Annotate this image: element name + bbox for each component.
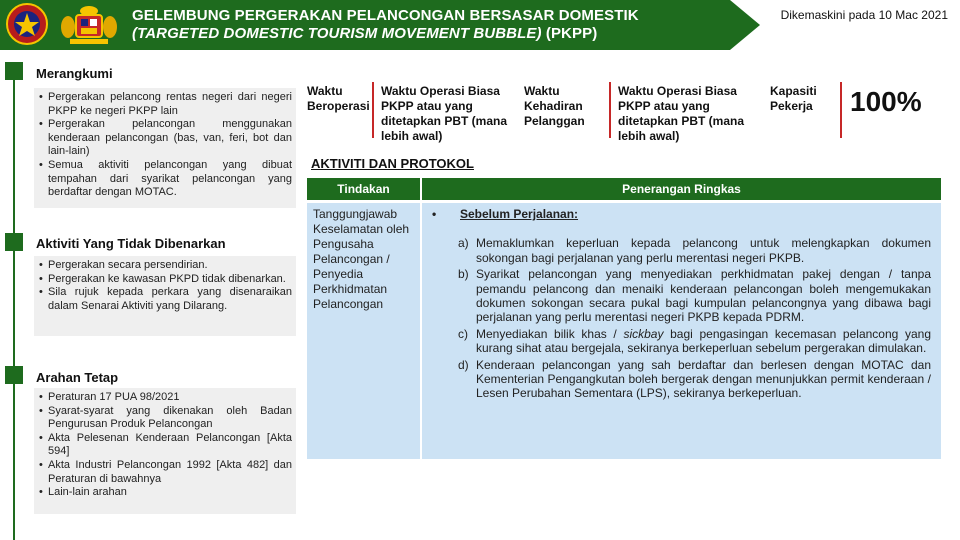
table-header-description: Penerangan Ringkas [422,178,941,200]
directive-item: • Syarat-syarat yang dikenakan oleh Badan Pengurusan Produk Pelancongan [38,405,292,432]
step-text: Syarikat pelancongan yang menyediakan perkhidmatan pakej dengan / tanpa pemandu pelancong dan menaiki kenderaan pelancongan boleh mengemukakan dokumen sokongan secara pukal bagi kumpulan pelancongnya yang dibawa bagi perjalanan yang perlu merentasi negeri PKPB kepada PDRM. [476,267,931,325]
prohibited-title: Aktiviti Yang Tidak Dibenarkan [36,236,226,251]
step-item [430,267,933,325]
directives-box [34,388,296,514]
step-item [430,358,933,401]
summary-title: Merangkumi [36,66,113,81]
table-header-action: Tindakan [307,178,420,200]
update-date: Dikemaskini pada 10 Mac 2021 [780,8,948,22]
directive-item: • Akta Pelesenan Kenderaan Pelancongan [Akta 594] [38,432,292,459]
title-line-2 [132,25,639,43]
step-letter: a) [458,236,469,251]
title-line-1: GELEMBUNG PERGERAKAN PELANCONGAN BERSASAR DOMESTIK [132,7,639,24]
summary-item: • Pergerakan pelancongan menggunakan kenderaan pelancongan (bas, van, feri, bot dan lain-lain) [38,118,292,159]
step-item [430,327,933,356]
police-crest-logo [6,3,48,45]
step-text: Memaklumkan keperluan kepada pelancong untuk melengkapkan dokumen sokongan bagi perjalanan yang perlu merentasi negeri PKPB. [476,236,931,265]
capacity-value: 100% [850,86,922,117]
info-separator [609,82,611,138]
malaysia-coat-of-arms-logo [58,3,100,45]
description-cell [422,203,941,459]
summary-box [34,88,296,208]
prohibited-item: • Pergerakan ke kawasan PKPD tidak dibenarkan. [38,273,292,287]
section-marker-directives [5,366,23,384]
step-text-before: Menyediakan bilik khas / [476,326,624,341]
step-text-after: bagi pengasingan kecemasan pelancong yang kurang sihat atau bergejala, sekiranya berkeperluan sebelum pergerakan dimulakan. [476,326,932,356]
timeline-rail [13,66,15,540]
page-title [132,7,639,43]
info-customer-hours-value: Waktu Operasi Biasa PKPP atau yang ditetapkan PBT (mana lebih awal) [618,84,745,143]
title-line-2-tail: (PKPP) [541,25,598,42]
info-separator [840,82,842,138]
info-capacity-label: Kapasiti Pekerja [770,84,817,113]
action-cell: Tanggungjawab Keselamatan oleh Pengusaha Pelancongan / Penyedia Perkhidmatan Pelancongan [307,203,420,459]
pre-travel-title: Sebelum Perjalanan: [460,207,579,221]
prohibited-item: • Pergerakan secara persendirian. [38,259,292,273]
directive-item: • Akta Industri Pelancongan 1992 [Akta 482] dan Peraturan di bawahnya [38,459,292,486]
step-item [430,236,933,265]
step-text: Kenderaan pelancongan yang sah berdaftar dan berlesen dengan MOTAC dan Kementerian Pengangkutan boleh bergerak dengan menunjukkan permit kenderaan / Lesen Perubahan Sementara (LPS), sekiranya berkeperluan. [476,357,931,401]
summary-item: • Pergerakan pelancong rentas negeri dari negeri PKPP ke negeri PKPP lain [38,91,292,118]
activity-heading: AKTIVITI DAN PROTOKOL [311,156,474,171]
title-line-2-italic: (TARGETED DOMESTIC TOURISM MOVEMENT BUBBLE) [132,25,542,42]
bullet-icon: • [432,207,437,221]
step-text [476,327,931,355]
summary-item: • Semua aktiviti pelancongan yang dibuat tempahan dari syarikat pelancongan yang berdaftar dengan MOTAC. [38,159,292,200]
info-operating-hours-value: Waktu Operasi Biasa PKPP atau yang ditetapkan PBT (mana lebih awal) [381,84,508,143]
step-text-italic: sickbay [623,326,664,341]
prohibited-item: • Sila rujuk kepada perkara yang disenaraikan dalam Senarai Aktiviti yang Dilarang. [38,286,292,313]
step-letter: c) [458,326,468,341]
directives-title: Arahan Tetap [36,370,119,385]
directive-item: • Peraturan 17 PUA 98/2021 [38,391,292,405]
directive-item: • Lain-lain arahan [38,486,292,500]
pre-travel-heading [430,207,933,221]
step-letter: b) [458,267,469,282]
info-customer-hours-label: Waktu Kehadiran Pelanggan [524,84,585,128]
info-separator [372,82,374,138]
prohibited-box [34,256,296,336]
section-marker-summary [5,62,23,80]
info-operating-hours-label: Waktu Beroperasi [307,84,370,113]
step-letter: d) [458,357,469,372]
section-marker-prohibited [5,233,23,251]
